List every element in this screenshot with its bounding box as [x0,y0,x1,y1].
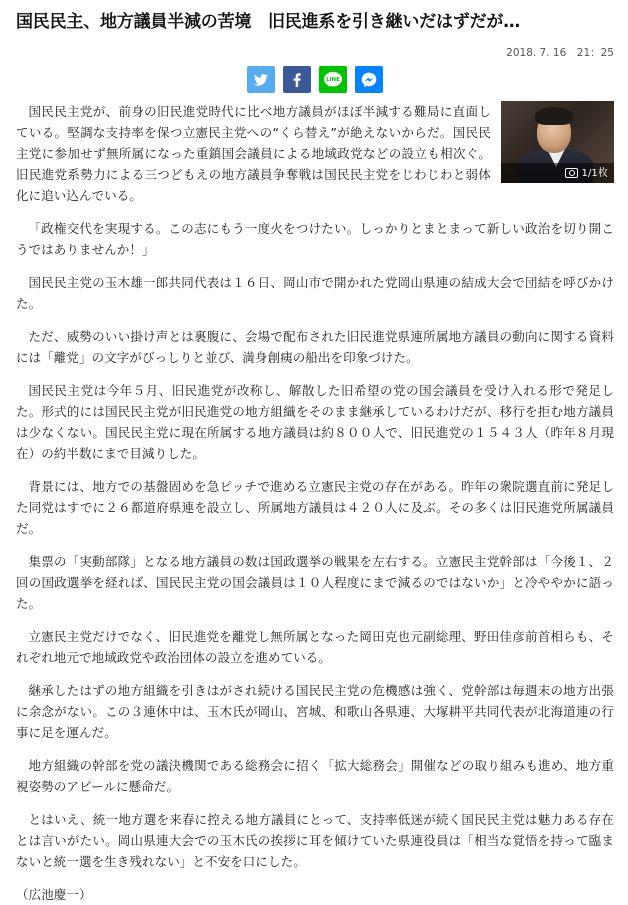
paragraph: 国民民主党は今年５月、旧民進党が改称し、解散した旧希望の党の国会議員を受け入れる形で発足した。形式的には国民民主党が旧民進党の地方組織をそのまま継承しているわけだが、移行を拒む地方議員は少なくない。国民民主党に現在所属する地方議員は約８００人で、旧民進党の１５４３人（昨年８月現在）の約半数にまで目減りした。 [16,383,614,461]
line-label: LINE [326,76,340,83]
article-photo[interactable] [501,101,614,183]
paragraph: ただ、威勢のいい掛け声とは裏腹に、会場で配布された旧民進党県連所属地方議員の動向に関する資料には「離党」の文字がびっしりと並び、満身創痍の船出を印象づけた。 [16,329,614,365]
article-body [16,101,614,905]
paragraph: 国民民主党の玉木雄一郎共同代表は１６日、岡山市で開かれた党岡山県連の結成大会で団結を呼びかけた。 [16,275,614,311]
share-bar [16,66,614,93]
paragraph: 国民民主党が、前身の旧民進党時代に比べ地方議員がほぼ半減する難局に直面している。堅調な支持率を保つ立憲民主党への“くら替え”が絶えないからだ。国民民主党に参加せず無所属になった重鎮国会議員による地域政党などの設立も相次ぐ。旧民進党系勢力による三つどもえの地方議員争奪戦は国民民主党をじわじわと弱体化に追い込んでいる。 [16,104,491,203]
messenger-icon [361,72,377,88]
messenger-share-button[interactable] [355,66,383,93]
paragraph: 立憲民主党だけでなく、旧民進党を離党し無所属となった岡田克也元副総理、野田佳彦前首相らも、それぞれ地元で地域政党や政治団体の設立を進めている。 [16,629,614,665]
facebook-f-icon [293,73,301,87]
article-headline: 国民民主、地方議員半減の苦境 旧民進系を引き継いだはずだが… [16,12,520,32]
line-share-button[interactable] [319,66,347,93]
paragraph: 継承したはずの地方組織を引きはがされ続ける国民民主党の危機感は強く、党幹部は毎週末の地方出張に余念がない。この３連休中は、玉木氏が岡山、宮城、和歌山各県連、大塚耕平共同代表が北海道連の行事に足を運んだ。 [16,683,614,740]
paragraph: とはいえ、統一地方選を来春に控える地方議員にとって、支持率低迷が続く国民民主党は魅力ある存在とは言いがたい。岡山県連大会での玉木氏の挨拶に耳を傾けていた県連役員は「相当な覚悟を持って臨まないと統一選を生き残れない」と不安を口にした。 [16,812,614,869]
camera-icon [565,168,578,178]
twitter-bird-icon [254,74,268,86]
photo-count: 1/1枚 [581,167,608,179]
paragraph: 集票の「実動部隊」となる地方議員の数は国政選挙の戦果を左右する。立憲民主党幹部は「今後１、２回の国政選挙を経れば、国民民主党の国会議員は１０人程度にまで減るのではないか」と冷ややかに語った。 [16,554,614,611]
publish-date: 2018. 7. 16 21：25 [506,47,614,59]
paragraph: 「政権交代を実現する。この志にもう一度火をつけたい。しっかりとまとまって新しい政治を切り開こうではありませんか！」 [16,221,614,257]
line-icon [323,71,343,89]
paragraph: 背景には、地方での基盤固めを急ピッチで進める立憲民主党の存在がある。昨年の衆院選直前に発足した同党はすでに２６都道府県連を設立し、所属地方議員は４２０人に及ぶ。その多くは旧民進党所属議員だ。 [16,479,614,536]
facebook-share-button[interactable] [283,66,311,93]
paragraph: 地方組織の幹部を党の議決機関である総務会に招く「拡大総務会」開催などの取り組みも進め、地方重視姿勢のアピールに懸命だ。 [16,758,614,794]
twitter-share-button[interactable] [247,66,275,93]
byline: （広池慶一） [16,887,92,902]
photo-count-badge [501,163,614,183]
